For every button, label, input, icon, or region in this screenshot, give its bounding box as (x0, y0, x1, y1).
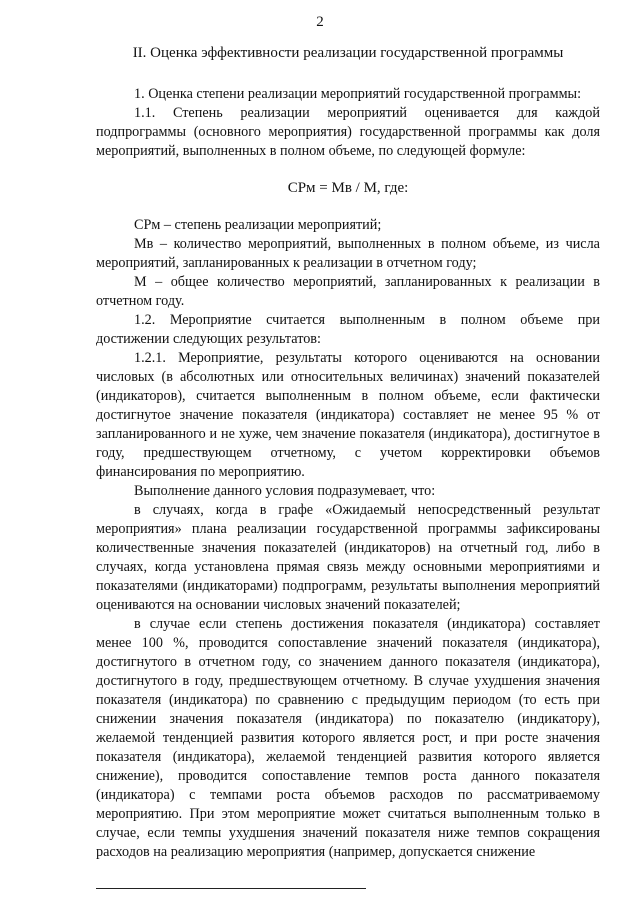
paragraph-1-2: 1.2. Мероприятие считается выполненным в полном объеме при достижении следующих результатов: (96, 312, 600, 347)
footer-divider (96, 888, 366, 889)
paragraph-1: 1. Оценка степени реализации мероприятий государственной программы: (134, 86, 582, 102)
paragraph-1-2-1: 1.2.1. Мероприятие, результаты которого оцениваются на основании числовых (в абсолютных или относительных величинах) значений показателей (индикаторов), считается выполненным в полном объеме, если фактически достигнутое значение показателя (индикатора) составляет не менее 95 % от запланированного и не хуже, чем значение показателя (индикатора), достигнутое в году, предшествующем отчетному, с учетом корректировки объемов финансирования по мероприятию. (96, 350, 600, 480)
paragraph-case-2: в случае если степень достижения показателя (индикатора) составляет менее 100 %, проводится сопоставление значений показателя (индикатора), достигнутого в отчетном году, со значением данного показателя (индикатора), достигнутого в году, предшествующем отчетному. В случае ухудшения значения показателя (индикатора) по сравнению с предыдущим периодом (то есть при снижении значения показателя (индикатора) по показателю (индикатору), желаемой тенденцией развития которого является рост, и при росте значения показателя (индикатора), желаемой тенденцией развития которого является снижение), проводится сопоставление темпов роста данного показателя (индикатора) с темпами роста объемов расходов по рассматриваемому мероприятию. При этом мероприятие может считаться выполненным только в случае, если темпы ухудшения значений показателя ниже темпов сокращения расходов на реализацию мероприятия (например, допускается снижение (96, 616, 600, 860)
page-number: 2 (316, 14, 324, 30)
paragraph-condition-intro: Выполнение данного условия подразумевает, что: (134, 483, 436, 499)
definition-srm: СРм – степень реализации мероприятий; (134, 217, 382, 233)
section-title: II. Оценка эффективности реализации государственной программы (132, 45, 564, 61)
definition-mv: Мв – количество мероприятий, выполненных в полном объеме, из числа мероприятий, запланированных к реализации в отчетном году; (96, 236, 600, 271)
formula: СРм = Мв / М, где: (287, 180, 409, 196)
definition-m: М – общее количество мероприятий, запланированных к реализации в отчетном году. (96, 274, 600, 309)
paragraph-1-1: 1.1. Степень реализации мероприятий оценивается для каждой подпрограммы (основного мероприятия) государственной программы как доля мероприятий, выполненных в полном объеме, по следующей формуле: (96, 105, 600, 159)
paragraph-case-1: в случаях, когда в графе «Ожидаемый непосредственный результат мероприятия» плана реализации государственной программы зафиксированы количественные значения показателей (индикаторов) на отчетный год, либо в случаях, когда установлена прямая связь между основными мероприятиями и показателями (индикаторами) подпрограмм, результаты выполнения мероприятий оцениваются на основании числовых значений показателей; (96, 502, 600, 613)
document-body (96, 44, 600, 862)
